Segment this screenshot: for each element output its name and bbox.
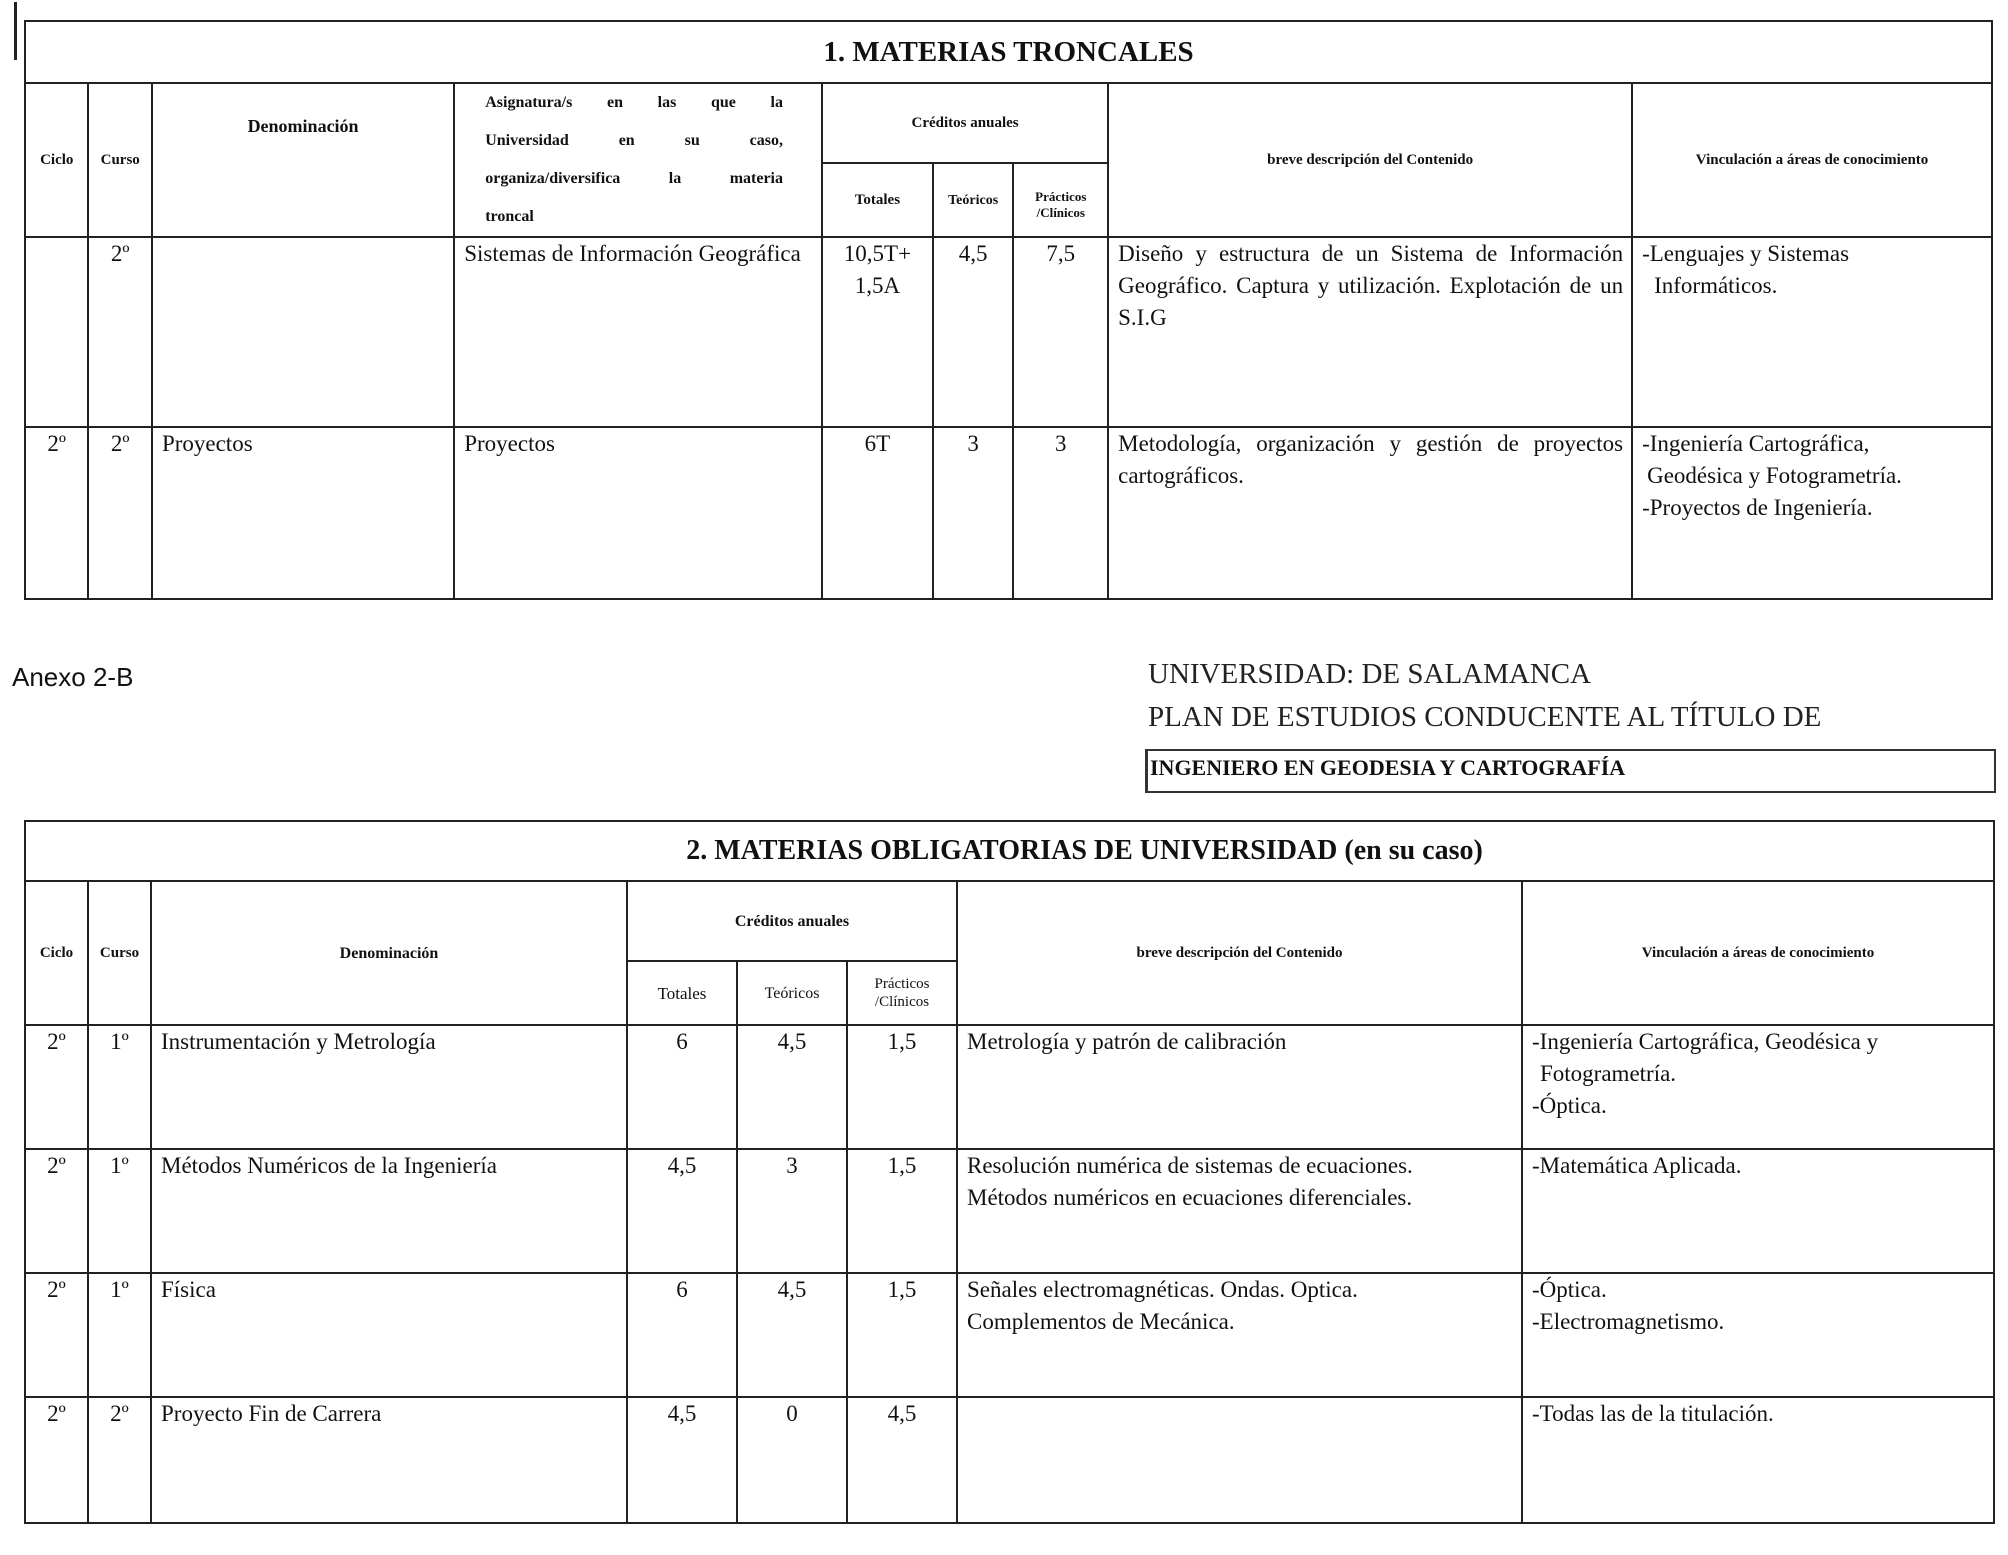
row2-descripcion	[957, 1149, 1522, 1273]
row2-curso: 2º	[88, 427, 151, 599]
header-vinculacion: Vinculación a áreas de conocimiento	[1632, 83, 1992, 237]
row2-totales: 4,5	[627, 1149, 737, 1273]
vinculacion-line: -Todas las de la titulación.	[1532, 1401, 1774, 1426]
vinculacion-line: Geodésica y Fotogrametría.	[1647, 463, 1902, 488]
header-practicos: Prácticos /Clínicos	[1013, 163, 1108, 237]
row4-ciclo: 2º	[25, 1397, 88, 1523]
row2-descripcion: Metodología, organización y gestión de proyectos cartográficos.	[1108, 427, 1632, 599]
row2-asignatura: Proyectos	[454, 427, 822, 599]
row1-vinculacion	[1522, 1025, 1994, 1149]
section1-title: 1. MATERIAS TRONCALES	[25, 21, 1992, 83]
vinculacion-line: -Óptica.	[1532, 1277, 1607, 1302]
row2-ciclo: 2º	[25, 427, 88, 599]
row2-vinculacion	[1522, 1149, 1994, 1273]
degree-name: INGENIERO EN GEODESIA Y CARTOGRAFÍA	[1150, 755, 1626, 780]
header-creditos: Créditos anuales	[627, 881, 957, 961]
row4-vinculacion	[1522, 1397, 1994, 1523]
header-practicos: Prácticos /Clínicos	[847, 961, 957, 1025]
header-asignatura-line: organiza/diversifica la materia	[485, 170, 783, 187]
row4-teoricos: 0	[737, 1397, 847, 1523]
row3-practicos: 1,5	[847, 1273, 957, 1397]
vinculacion-line: Informáticos.	[1654, 273, 1778, 298]
row4-curso: 2º	[88, 1397, 151, 1523]
header-totales: Totales	[627, 961, 737, 1025]
vinculacion-line: -Ingeniería Cartográfica, Geodésica y	[1532, 1029, 1879, 1054]
header-teoricos: Teóricos	[737, 961, 847, 1025]
row1-totales: 10,5T+ 1,5A	[822, 237, 933, 427]
header-curso: Curso	[88, 83, 151, 237]
row1-asignatura: Sistemas de Información Geográfica	[454, 237, 822, 427]
descripcion-line: Resolución numérica de sistemas de ecuaciones.	[967, 1153, 1413, 1178]
row3-denominacion: Física	[151, 1273, 627, 1397]
header-curso: Curso	[88, 881, 151, 1025]
row2-vinculacion	[1632, 427, 1992, 599]
row1-teoricos: 4,5	[737, 1025, 847, 1149]
row1-vinculacion	[1632, 237, 1992, 427]
row3-descripcion	[957, 1273, 1522, 1397]
row2-totales: 6T	[822, 427, 933, 599]
header-vinculacion: Vinculación a áreas de conocimiento	[1522, 881, 1994, 1025]
plan-title: PLAN DE ESTUDIOS CONDUCENTE AL TÍTULO DE	[1148, 701, 1822, 733]
row4-totales: 4,5	[627, 1397, 737, 1523]
row2-ciclo: 2º	[25, 1149, 88, 1273]
row1-descripcion: Diseño y estructura de un Sistema de Información Geográfico. Captura y utilización. Explotación de un S.I.G	[1108, 237, 1632, 427]
vinculacion-line: -Óptica.	[1532, 1093, 1607, 1118]
vinculacion-line: -Ingeniería Cartográfica,	[1642, 431, 1870, 456]
header-asignatura-line: Asignatura/s en las que la	[485, 94, 783, 111]
row1-totales: 6	[627, 1025, 737, 1149]
row3-curso: 1º	[88, 1273, 151, 1397]
row2-practicos: 3	[1013, 427, 1108, 599]
header-creditos: Créditos anuales	[822, 83, 1108, 163]
row1-curso: 2º	[88, 237, 151, 427]
descripcion-line: Complementos de Mecánica.	[967, 1309, 1235, 1334]
row3-ciclo: 2º	[25, 1273, 88, 1397]
row4-denominacion: Proyecto Fin de Carrera	[151, 1397, 627, 1523]
row2-denominacion: Métodos Numéricos de la Ingeniería	[151, 1149, 627, 1273]
descripcion-line: Señales electromagnéticas. Ondas. Optica.	[967, 1277, 1358, 1302]
row1-practicos: 1,5	[847, 1025, 957, 1149]
header-descripcion: breve descripción del Contenido	[957, 881, 1522, 1025]
row1-denominacion	[152, 237, 454, 427]
row1-teoricos: 4,5	[933, 237, 1014, 427]
header-denominacion: Denominación	[151, 881, 627, 1025]
row1-practicos: 7,5	[1013, 237, 1108, 427]
row1-ciclo: 2º	[25, 1025, 88, 1149]
descripcion-line: Métodos numéricos en ecuaciones diferenciales.	[967, 1185, 1413, 1210]
vinculacion-line: -Lenguajes y Sistemas	[1642, 241, 1850, 266]
row3-teoricos: 4,5	[737, 1273, 847, 1397]
row2-teoricos: 3	[737, 1149, 847, 1273]
university-name: UNIVERSIDAD: DE SALAMANCA	[1148, 658, 1592, 690]
troncales-table	[24, 20, 1993, 600]
descripcion-line: Metrología y patrón de calibración	[967, 1029, 1287, 1054]
header-totales: Totales	[822, 163, 933, 237]
section2-title: 2. MATERIAS OBLIGATORIAS DE UNIVERSIDAD (en su caso)	[25, 821, 1994, 881]
row4-practicos: 4,5	[847, 1397, 957, 1523]
margin-mark	[14, 2, 17, 60]
header-asignatura	[454, 83, 822, 237]
header-asignatura-line: Universidad en su caso,	[485, 132, 783, 149]
obligatorias-table	[24, 820, 1995, 1524]
degree-box	[1145, 749, 1996, 793]
anexo-label: Anexo 2-B	[12, 662, 134, 692]
row2-teoricos: 3	[933, 427, 1014, 599]
row3-totales: 6	[627, 1273, 737, 1397]
header-ciclo: Ciclo	[25, 83, 88, 237]
header-asignatura-line: troncal	[485, 208, 534, 225]
vinculacion-line: -Proyectos de Ingeniería.	[1642, 495, 1873, 520]
row1-descripcion	[957, 1025, 1522, 1149]
vinculacion-line: -Electromagnetismo.	[1532, 1309, 1725, 1334]
row1-curso: 1º	[88, 1025, 151, 1149]
row1-denominacion: Instrumentación y Metrología	[151, 1025, 627, 1149]
header-teoricos: Teóricos	[933, 163, 1014, 237]
row2-practicos: 1,5	[847, 1149, 957, 1273]
row1-ciclo	[25, 237, 88, 427]
row4-descripcion	[957, 1397, 1522, 1523]
vinculacion-line: -Matemática Aplicada.	[1532, 1153, 1742, 1178]
row3-vinculacion	[1522, 1273, 1994, 1397]
row2-denominacion: Proyectos	[152, 427, 454, 599]
row2-curso: 1º	[88, 1149, 151, 1273]
header-ciclo: Ciclo	[25, 881, 88, 1025]
header-descripcion: breve descripción del Contenido	[1108, 83, 1632, 237]
header-denominacion: Denominación	[152, 83, 454, 237]
vinculacion-line: Fotogrametría.	[1540, 1061, 1677, 1086]
